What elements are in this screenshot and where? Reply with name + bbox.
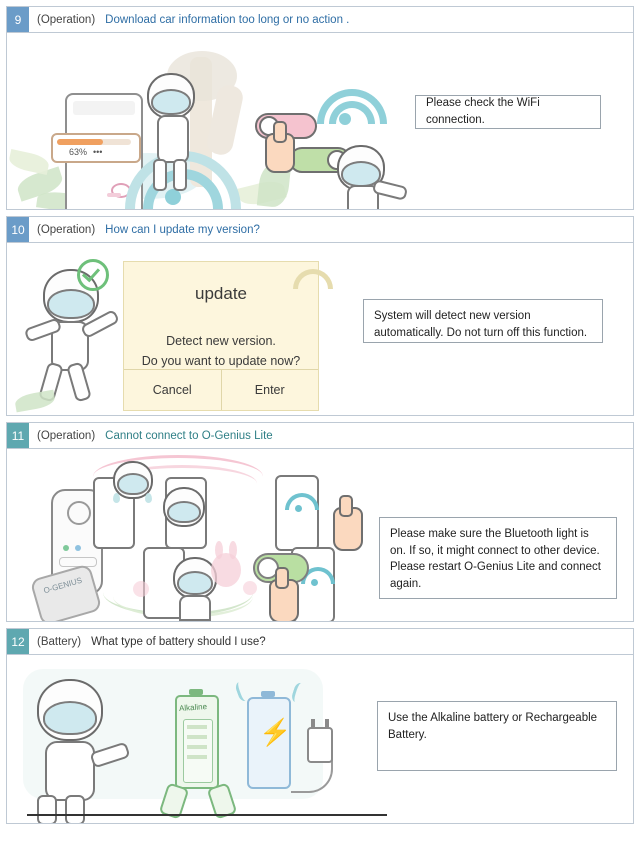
faq-category: (Operation) [37,429,96,442]
faq-block-12 [6,628,634,824]
cancel-button[interactable]: Cancel [152,383,192,397]
progress-percent: 63% [69,147,88,157]
plug-icon [307,727,333,763]
snail-body [107,193,121,197]
device-lens [67,501,91,525]
wifi-dot [295,505,302,512]
progress-fill [57,139,103,145]
character-leg [66,362,92,403]
leaf-decor [8,149,51,175]
character-leg [37,795,57,824]
progress-dots: ••• [93,147,103,157]
wifi-small-dot [339,113,351,125]
faq-number-badge: 9 [7,7,29,32]
phone-device [275,475,319,551]
device-led [75,545,81,551]
answer-callout [377,701,617,771]
faq-illustration-11 [7,449,633,622]
character-leg [173,159,187,191]
dialog-buttons [124,369,318,410]
faq-question: Download car information too long or no action . [105,13,350,26]
answer-text: Please make sure the Bluetooth light is on. If so, it might connect to other device. Please restart O-Genius Lite and connect again. [390,528,601,591]
rabbit-decor [211,553,241,587]
tear-drop [113,493,120,503]
answer-callout [415,95,601,129]
answer-text: Please check the WiFi connection. [426,97,540,126]
bolt-icon: ⚡ [259,717,292,747]
faq-number-badge: 11 [7,423,29,448]
faq-header-12 [7,629,633,655]
footer-rule [27,814,387,816]
device-home-button [99,209,113,210]
faq-header-11 [7,423,633,449]
tear-drop [145,493,152,503]
character-body [157,115,189,163]
battery-bar [187,755,207,759]
wifi-dot [165,189,181,205]
enter-button[interactable]: Enter [221,370,319,410]
answer-callout [379,517,617,599]
wifi-dot [311,579,318,586]
hand-finger [275,567,289,589]
answer-callout [363,299,603,343]
flower-decor [133,581,149,597]
faq-question: Cannot connect to O-Genius Lite [105,429,273,442]
faq-header-10 [7,217,633,243]
faq-block-9 [6,6,634,210]
leaf-decor [14,390,56,413]
device-statusbar [73,101,135,115]
answer-text: Use the Alkaline battery or Rechargeable Battery. [388,712,598,741]
update-dialog [123,261,319,411]
faq-question: What type of battery should I use? [91,635,266,648]
character-visor [151,89,191,115]
faq-number-badge: 12 [7,629,29,654]
device-led [63,545,69,551]
faq-question: How can I update my version? [105,223,260,236]
faq-illustration-12 [7,655,633,824]
character-visor [43,701,97,735]
plug-pin [311,719,315,729]
battery-bar [187,725,207,729]
battery-bar [187,735,207,739]
dialog-line-2: Do you want to update now? [141,354,301,368]
character-visor [167,501,201,523]
faq-category: (Battery) [37,635,82,648]
faq-header-9 [7,7,633,33]
character-visor [177,571,213,595]
faq-block-10 [6,216,634,416]
character-body [179,595,211,621]
answer-text: System will detect new version automatically. Do not turn off this function. [374,310,588,339]
plug-pin [325,719,329,729]
rabbit-ear [229,541,237,559]
dialog-line-1: Detect new version. [166,334,276,348]
character-leg [65,795,85,824]
battery-bar [187,745,207,749]
faq-number-badge: 10 [7,217,29,242]
flower-decor [243,581,257,595]
character-visor [47,289,95,319]
hand-finger [273,121,287,143]
character-body [45,741,95,801]
faq-category: (Operation) [37,13,96,26]
faq-block-11 [6,422,634,622]
check-icon [77,259,109,291]
faq-illustration-9 [7,33,633,210]
dialog-title: update [195,284,247,303]
faq-category: (Operation) [37,223,96,236]
hand-finger [339,495,353,517]
character-leg [153,159,167,191]
battery-label: Alkaline [178,702,208,713]
device-base [30,563,103,622]
faq-illustration-10 [7,243,633,416]
rabbit-ear [215,541,223,559]
character-visor [117,473,149,495]
device-label: O-GENIUS [42,575,84,596]
